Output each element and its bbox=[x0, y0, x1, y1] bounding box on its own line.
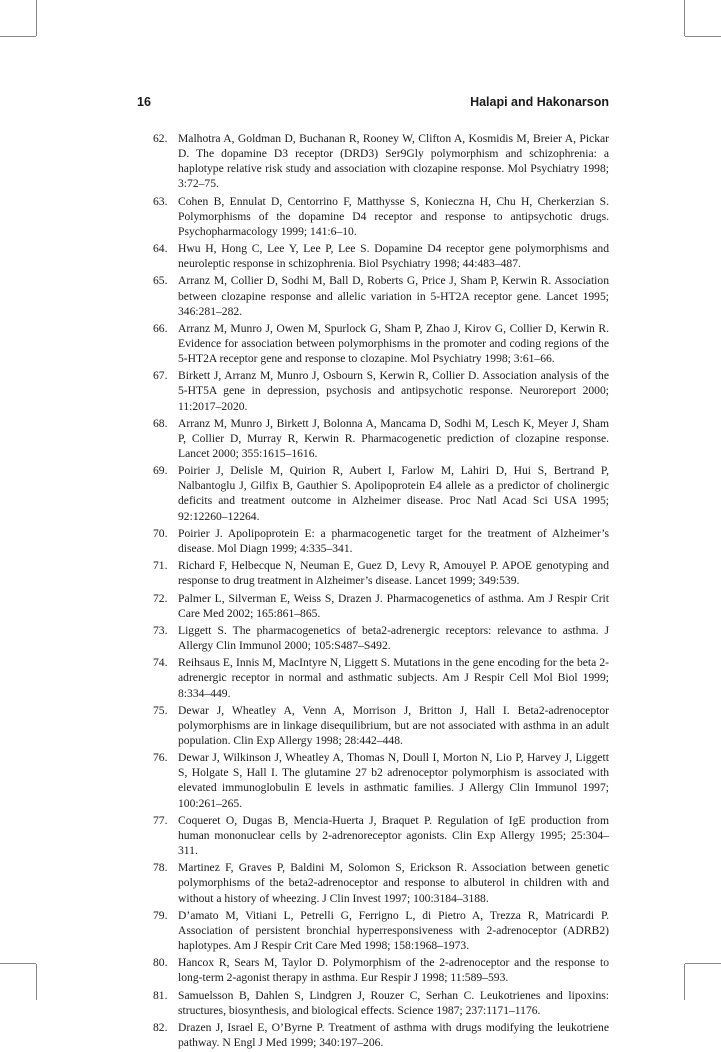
reference-number: 69. bbox=[153, 464, 168, 478]
reference-text: Drazen J, Israel E, O’Byrne P. Treatment of asthma with drugs modifying the leukotriene pathway. N Engl J Med 1999; 340:197–206. bbox=[178, 1021, 609, 1050]
reference-number: 73. bbox=[153, 623, 168, 637]
reference-number: 75. bbox=[153, 703, 168, 717]
reference-text: Palmer L, Silverman E, Weiss S, Drazen J. Pharmacogenetics of asthma. Am J Respir Crit Care Med 2002; 165:861–865. bbox=[178, 591, 609, 620]
reference-item bbox=[137, 591, 609, 621]
reference-text: Cohen B, Ennulat D, Centorrino F, Matthysse S, Konieczna H, Chu H, Cherkerzian S. Polymorphisms of the dopamine D4 receptor and response to antipsychotic drugs. Psychopharmacology 1999; 141:6–10. bbox=[178, 194, 609, 238]
reference-number: 62. bbox=[153, 132, 168, 145]
reference-item bbox=[137, 703, 609, 748]
reference-item bbox=[137, 1020, 609, 1050]
reference-text: Arranz M, Munro J, Owen M, Spurlock G, Sham P, Zhao J, Kirov G, Collier D, Kerwin R. Evidence for association between polymorphisms in the promoter and coding regions of the 5-HT2A receptor gene and response to clozapine. Mol Psychiatry 1998; 3:61–66. bbox=[178, 321, 609, 366]
reference-item bbox=[137, 463, 609, 523]
reference-text: Malhotra A, Goldman D, Buchanan R, Rooney W, Clifton A, Kosmidis M, Breier A, Pickar D. The dopamine D3 receptor (DRD3) Ser9Gly polymorphism and schizophrenia: a haplotype relative risk study and association with clozapine response. Mol Psychiatry 1998; 3:72–75. bbox=[178, 132, 609, 191]
reference-text: Reihsaus E, Innis M, MacIntyre N, Liggett S. Mutations in the gene encoding for the beta 2-adrenergic receptor in normal and asthmatic subjects. Am J Respir Cell Mol Biol 1999; 8:334–449. bbox=[178, 656, 609, 700]
reference-text: Coqueret O, Dugas B, Mencia-Huerta J, Braquet P. Regulation of IgE production from human mononuclear cells by 2-adrenoreceptor agonists. Clin Exp Allergy 1995; 25:304–311. bbox=[178, 813, 609, 858]
crop-mark-bottom-right bbox=[684, 964, 685, 1000]
reference-item bbox=[137, 655, 609, 700]
crop-mark-bottom-right-h bbox=[685, 963, 721, 964]
reference-number: 78. bbox=[153, 861, 168, 875]
reference-number: 65. bbox=[153, 274, 168, 288]
crop-mark-bottom-left bbox=[36, 964, 37, 1000]
reference-item bbox=[137, 321, 609, 366]
reference-list bbox=[137, 131, 609, 1052]
reference-item bbox=[137, 623, 609, 653]
reference-number: 71. bbox=[153, 559, 168, 573]
reference-item bbox=[137, 131, 609, 191]
reference-number: 70. bbox=[153, 526, 168, 540]
reference-item bbox=[137, 526, 609, 556]
reference-number: 74. bbox=[153, 656, 168, 670]
reference-text: Hwu H, Hong C, Lee Y, Lee P, Lee S. Dopamine D4 receptor gene polymorphisms and neuroleptic response in schizophrenia. Biol Psychiatry 1998; 44:483–487. bbox=[178, 242, 609, 271]
reference-item bbox=[137, 860, 609, 905]
crop-mark-top-left-h bbox=[0, 36, 36, 37]
reference-text: Liggett S. The pharmacogenetics of beta2-adrenergic receptors: relevance to asthma. J Allergy Clin Immunol 2000; 105:S487–S492. bbox=[178, 623, 609, 653]
reference-text: Samuelsson B, Dahlen S, Lindgren J, Rouzer C, Serhan C. Leukotrienes and lipoxins: structures, biosynthesis, and biological effects. Science 1987; 237:1171–1176. bbox=[178, 988, 609, 1017]
reference-text: Arranz M, Collier D, Sodhi M, Ball D, Roberts G, Price J, Sham P, Kerwin R. Association between clozapine response and allelic variation in 5-HT2A receptor gene. Lancet 1995; 346:281–282. bbox=[178, 274, 609, 318]
reference-text: D’amato M, Vitiani L, Petrelli G, Ferrigno L, di Pietro A, Trezza R, Matricardi P. Association of persistent bronchial hyperresponsiveness with 2-adrenoceptor (ADRB2) haplotypes. Am J Respir Crit Care Med 1998; 158:1968–1973. bbox=[178, 908, 609, 952]
reference-number: 63. bbox=[153, 194, 168, 208]
reference-text: Poirier J, Delisle M, Quirion R, Aubert I, Farlow M, Lahiri D, Hui S, Bertrand P, Nalbantoglu J, Gilfix B, Gauthier S. Apolipoprotein E4 allele as a predictor of cholinergic deficits and treatment outcome in Alzheimer disease. Proc Natl Acad Sci USA 1995; 92:12260–12264. bbox=[178, 464, 609, 523]
crop-mark-bottom-left-h bbox=[0, 963, 36, 964]
reference-text: Martinez F, Graves P, Baldini M, Solomon S, Erickson R. Association between genetic polymorphisms of the beta2-adrenoceptor and response to albuterol in children with and without a history of wheezing. J Clin Invest 1997; 100:3184–3188. bbox=[178, 861, 609, 905]
reference-number: 77. bbox=[153, 813, 168, 827]
reference-item bbox=[137, 368, 609, 413]
reference-item bbox=[137, 416, 609, 461]
page-number: 16 bbox=[137, 95, 151, 109]
reference-number: 76. bbox=[153, 751, 168, 765]
reference-number: 68. bbox=[153, 416, 168, 430]
reference-text: Dewar J, Wilkinson J, Wheatley A, Thomas N, Doull I, Morton N, Lio P, Harvey J, Liggett S, Holgate S, Hall I. The glutamine 27 b2 adrenoceptor polymorphism is associated with elevated immunoglobulin E levels in asthmatic families. J Allergy Clin Immunol 1997; 100:261–265. bbox=[178, 751, 609, 810]
reference-text: Arranz M, Munro J, Birkett J, Bolonna A, Mancama D, Sodhi M, Lesch K, Meyer J, Sham P, Collier D, Murray R, Kerwin R. Pharmacogenetic prediction of clozapine response. Lancet 2000; 355:1615–1616. bbox=[178, 416, 609, 460]
reference-number: 79. bbox=[153, 908, 168, 922]
reference-number: 82. bbox=[153, 1021, 168, 1034]
crop-mark-top-left bbox=[36, 0, 37, 36]
reference-text: Hancox R, Sears M, Taylor D. Polymorphism of the 2-adrenoceptor and the response to long-term 2-agonist therapy in asthma. Eur Respir J 1998; 11:589–593. bbox=[178, 956, 609, 985]
reference-item bbox=[137, 194, 609, 239]
reference-number: 64. bbox=[153, 242, 168, 256]
reference-item bbox=[137, 908, 609, 953]
reference-number: 81. bbox=[153, 988, 168, 1002]
reference-number: 80. bbox=[153, 956, 168, 970]
reference-item bbox=[137, 750, 609, 810]
crop-mark-top-right-h bbox=[685, 36, 721, 37]
reference-text: Poirier J. Apolipoprotein E: a pharmacogenetic target for the treatment of Alzheimer’s disease. Mol Diagn 1999; 4:335–341. bbox=[178, 526, 609, 555]
reference-item bbox=[137, 988, 609, 1018]
running-title: Halapi and Hakonarson bbox=[470, 95, 609, 109]
reference-item bbox=[137, 813, 609, 858]
reference-item bbox=[137, 955, 609, 985]
reference-text: Birkett J, Arranz M, Munro J, Osbourn S, Kerwin R, Collier D. Association analysis of the 5-HT5A gene in depression, psychosis and antipsychotic response. Neuroreport 2000; 11:2017–2020. bbox=[178, 369, 609, 413]
reference-number: 67. bbox=[153, 369, 168, 383]
crop-mark-top-right bbox=[684, 0, 685, 36]
reference-text: Dewar J, Wheatley A, Venn A, Morrison J, Britton J, Hall I. Beta2-adrenoceptor polymorphisms are in linkage disequilibrium, but are not associated with asthma in an adult population. Clin Exp Allergy 1998; 28:442–448. bbox=[178, 703, 609, 747]
reference-text: Richard F, Helbecque N, Neuman E, Guez D, Levy R, Amouyel P. APOE genotyping and response to drug treatment in Alzheimer’s disease. Lancet 1999; 349:539. bbox=[178, 559, 609, 588]
reference-number: 66. bbox=[153, 321, 168, 335]
reference-number: 72. bbox=[153, 591, 168, 605]
reference-item bbox=[137, 273, 609, 318]
reference-item bbox=[137, 241, 609, 271]
reference-item bbox=[137, 558, 609, 588]
